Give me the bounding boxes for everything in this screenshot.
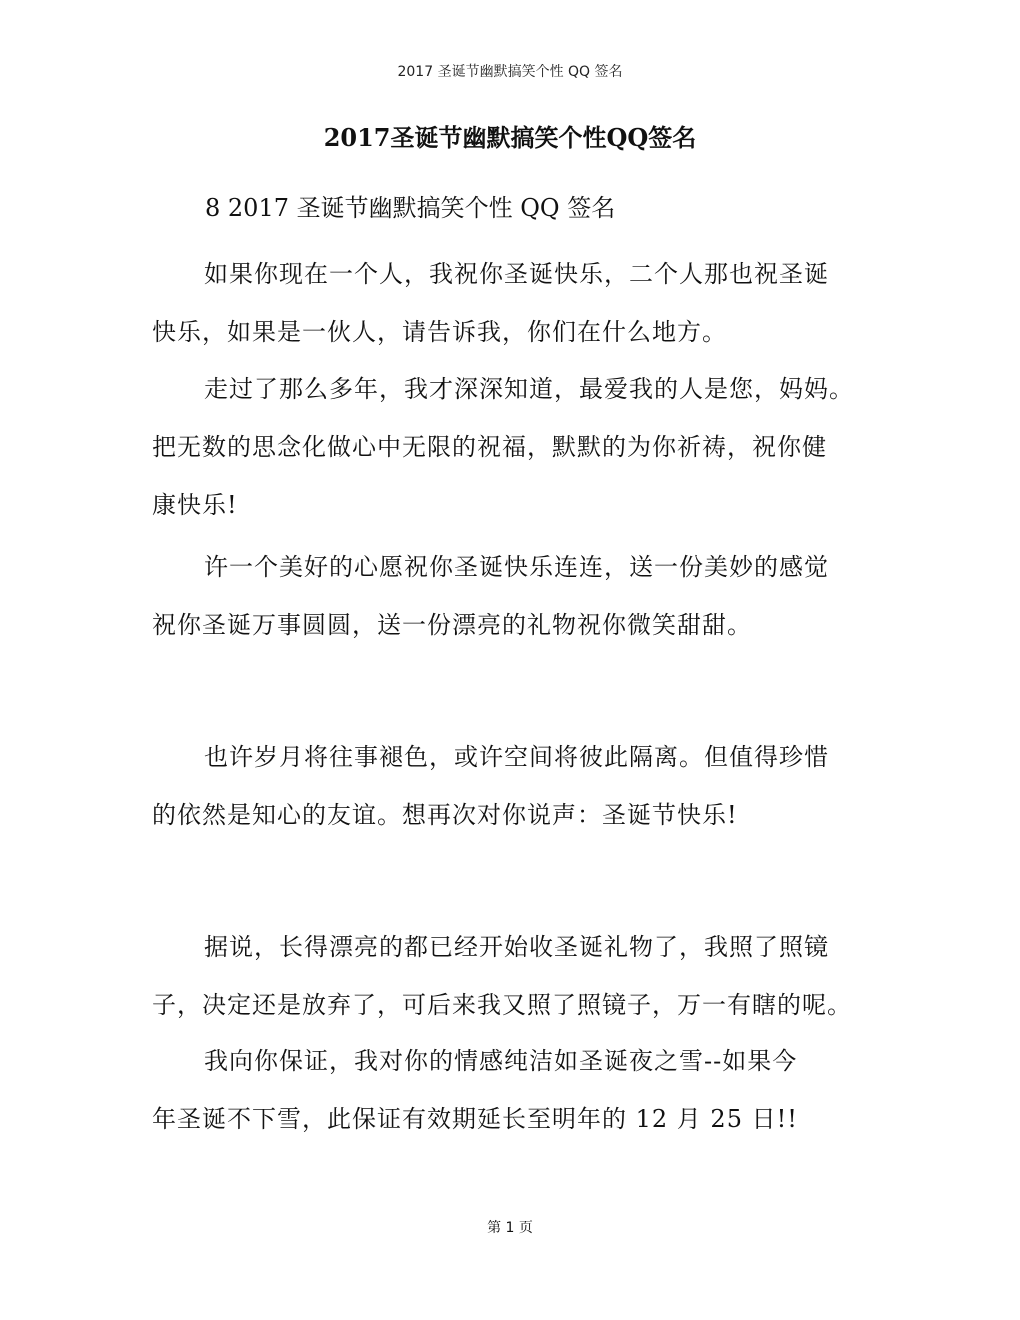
paragraph-line: 祝你圣诞万事圆圆，送一份漂亮的礼物祝你微笑甜甜。 [152,611,752,639]
paragraph-line: 如果你现在一个人，我祝你圣诞快乐，二个人那也祝圣诞 [204,260,829,288]
paragraph-5 [152,918,882,1034]
document-title: 2017圣诞节幽默搞笑个性QQ签名 [323,123,697,152]
paragraph-6 [152,1032,882,1148]
paragraph-line: 年圣诞不下雪，此保证有效期延长至明年的 12 月 25 日!! [152,1105,798,1133]
document-subtitle: 8 2017 圣诞节幽默搞笑个性 QQ 签名 [205,194,616,222]
paragraph-line: 子，决定还是放弃了，可后来我又照了照镜子，万一有瞎的呢。 [152,991,852,1019]
paragraph-3 [152,538,882,654]
paragraph-line: 快乐，如果是一伙人，请告诉我，你们在什么地方。 [152,318,727,346]
paragraph-2 [152,360,882,534]
paragraph-line: 我向你保证，我对你的情感纯洁如圣诞夜之雪--如果今 [204,1047,798,1075]
paragraph-line: 据说，长得漂亮的都已经开始收圣诞礼物了，我照了照镜 [204,933,829,961]
paragraph-line: 走过了那么多年，我才深深知道，最爱我的人是您，妈妈。 [204,375,854,403]
paragraph-line: 康快乐! [152,491,238,519]
paragraph-line: 许一个美好的心愿祝你圣诞快乐连连，送一份美妙的感觉 [204,553,829,581]
paragraph-1 [152,245,882,361]
paragraph-line: 把无数的思念化做心中无限的祝福，默默的为你祈祷，祝你健 [152,433,827,461]
paragraph-line: 也许岁月将往事褪色，或许空间将彼此隔离。但值得珍惜 [204,743,829,771]
running-header: 2017 圣诞节幽默搞笑个性 QQ 签名 [397,64,623,80]
paragraph-4 [152,728,882,844]
paragraph-line: 的依然是知心的友谊。想再次对你说声：圣诞节快乐! [152,801,738,829]
page-number: 第 1 页 [487,1220,533,1236]
